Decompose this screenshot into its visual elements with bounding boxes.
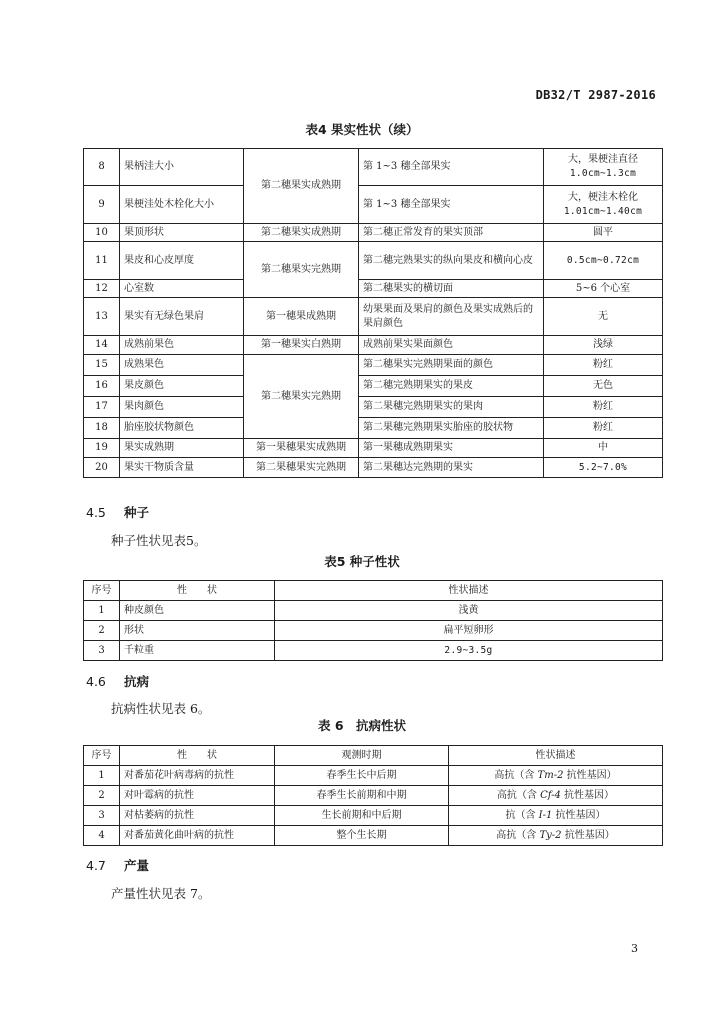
row-number: 10: [84, 224, 120, 242]
desc-text: 高抗（含: [496, 829, 540, 841]
table-row: [84, 826, 663, 846]
part-cell: 第二果穗完熟期果实的果肉: [359, 397, 544, 418]
section-heading-4-7: [86, 856, 149, 874]
section-heading-4-5: [86, 503, 149, 521]
trait-cell: 果肉颜色: [120, 397, 244, 418]
part-cell: 第二穗正常发育的果实顶部: [359, 224, 544, 242]
row-number: 3: [84, 806, 120, 826]
table6-caption: 表 6 抗病性状: [317, 718, 407, 733]
trait-cell: 心室数: [120, 280, 244, 298]
desc-cell: 圆平: [544, 224, 663, 242]
desc-cell: 粉红: [544, 397, 663, 418]
desc-text: 抗性基因）: [560, 789, 615, 801]
table-row: [84, 439, 663, 458]
table-row: [84, 149, 663, 186]
desc-cell: 5.2~7.0%: [544, 458, 663, 478]
row-number: 14: [84, 336, 120, 355]
row-number: 12: [84, 280, 120, 298]
section-number: 4.5: [86, 505, 106, 520]
table-row: [84, 601, 663, 621]
table-row: [84, 418, 663, 439]
desc-cell: 5~6 个心室: [544, 280, 663, 298]
trait-cell: 果实成熟期: [120, 439, 244, 458]
desc-line: 1.0cm~1.3cm: [569, 168, 637, 179]
row-number: 13: [84, 298, 120, 336]
table-row: [84, 280, 663, 298]
stage-cell: 第一果穗果实成熟期: [244, 439, 359, 458]
desc-text: 抗性基因）: [552, 809, 606, 821]
column-header: 性状描述: [449, 746, 663, 766]
desc-cell: 中: [544, 439, 663, 458]
desc-cell: [544, 186, 663, 224]
row-number: 11: [84, 242, 120, 280]
part-cell: 第二果穗达完熟期的果实: [359, 458, 544, 478]
stage-cell: 第二穗果实完熟期: [244, 355, 359, 439]
table4-caption: 表4 果实性状（续）: [305, 122, 419, 137]
desc-cell: [449, 826, 663, 846]
gene-name: Tm-2: [537, 769, 564, 781]
gene-name: Ty-2: [539, 829, 562, 841]
section-title: 种子: [124, 505, 150, 520]
table-row: [84, 224, 663, 242]
desc-cell: 扁平短卵形: [275, 621, 663, 641]
row-number: 15: [84, 355, 120, 376]
trait-cell: 胎座胶状物颜色: [120, 418, 244, 439]
desc-cell: 粉红: [544, 418, 663, 439]
desc-line: 1.01cm~1.40cm: [563, 205, 643, 217]
trait-cell: 果柄洼大小: [120, 149, 244, 186]
section-number: 4.7: [86, 858, 106, 873]
desc-cell: 无色: [544, 376, 663, 397]
period-cell: 整个生长期: [275, 826, 449, 846]
desc-text: 高抗（含: [496, 789, 541, 801]
desc-text: 高抗（含: [494, 769, 538, 781]
table-header-row: [84, 581, 663, 601]
column-header: 性 状: [120, 581, 275, 601]
table-row: [84, 336, 663, 355]
part-cell: 第二穗果实的横切面: [359, 280, 544, 298]
part-cell: 第二果穗完熟期果实胎座的胶状物: [359, 418, 544, 439]
desc-cell: [544, 149, 663, 186]
row-number: 9: [84, 186, 120, 224]
table6: [83, 745, 663, 846]
table-row: [84, 242, 663, 280]
trait-cell: 对番茄花叶病毒病的抗性: [120, 766, 275, 786]
trait-cell: 成熟果色: [120, 355, 244, 376]
trait-cell: 种皮颜色: [120, 601, 275, 621]
table-row: [84, 641, 663, 661]
desc-cell: 浅绿: [544, 336, 663, 355]
desc-text: 抗性基因）: [563, 769, 617, 781]
column-header: 性状描述: [275, 581, 663, 601]
part-cell: 第 1~3 穗全部果实: [359, 149, 544, 186]
trait-cell: 成熟前果色: [120, 336, 244, 355]
table-row: [84, 397, 663, 418]
part-cell: 第 1~3 穗全部果实: [359, 186, 544, 224]
desc-cell: [449, 806, 663, 826]
part-cell: 幼果果面及果肩的颜色及果实成熟后的果肩颜色: [359, 298, 544, 336]
desc-line: 大，梗洼木栓化: [568, 191, 638, 203]
table4: [83, 148, 663, 478]
table-header-row: [84, 746, 663, 766]
desc-cell: 2.9~3.5g: [275, 641, 663, 661]
trait-cell: 对枯萎病的抗性: [120, 806, 275, 826]
row-number: 1: [84, 601, 120, 621]
desc-cell: [449, 766, 663, 786]
table-row: [84, 458, 663, 478]
column-header: 序号: [84, 746, 120, 766]
row-number: 8: [84, 149, 120, 186]
period-cell: 生长前期和中后期: [275, 806, 449, 826]
period-cell: 春季生长中后期: [275, 766, 449, 786]
section-title: 产量: [124, 858, 150, 873]
section-paragraph: 产量性状见表 7。: [111, 886, 211, 901]
trait-cell: 果实有无绿色果肩: [120, 298, 244, 336]
part-cell: 成熟前果实果面颜色: [359, 336, 544, 355]
row-number: 18: [84, 418, 120, 439]
row-number: 2: [84, 786, 120, 806]
stage-cell: 第一穗果成熟期: [244, 298, 359, 336]
table-row: [84, 376, 663, 397]
period-cell: 春季生长前期和中期: [275, 786, 449, 806]
trait-cell: 果皮和心皮厚度: [120, 242, 244, 280]
desc-cell: 0.5cm~0.72cm: [544, 242, 663, 280]
desc-cell: [449, 786, 663, 806]
part-cell: 第一果穗成熟期果实: [359, 439, 544, 458]
stage-cell: 第二穗果实成熟期: [244, 149, 359, 224]
row-number: 20: [84, 458, 120, 478]
row-number: 4: [84, 826, 120, 846]
trait-cell: 果实干物质含量: [120, 458, 244, 478]
stage-cell: 第二穗果实成熟期: [244, 224, 359, 242]
row-number: 17: [84, 397, 120, 418]
column-header: 序号: [84, 581, 120, 601]
trait-cell: 对番茄黄化曲叶病的抗性: [120, 826, 275, 846]
column-header: 观测时期: [275, 746, 449, 766]
row-number: 2: [84, 621, 120, 641]
part-cell: 第二穗果实完熟期果面的颜色: [359, 355, 544, 376]
gene-name: Cf-4: [540, 789, 561, 801]
trait-cell: 对叶霉病的抗性: [120, 786, 275, 806]
desc-cell: 无: [544, 298, 663, 336]
part-cell: 第二穗完熟期果实的果皮: [359, 376, 544, 397]
stage-cell: 第一穗果实白熟期: [244, 336, 359, 355]
stage-cell: 第二果穗果实完熟期: [244, 458, 359, 478]
column-header: 性 状: [120, 746, 275, 766]
part-cell: 第二穗完熟果实的纵向果皮和横向心皮: [359, 242, 544, 280]
desc-cell: 浅黄: [275, 601, 663, 621]
section-number: 4.6: [86, 674, 106, 689]
table-row: [84, 786, 663, 806]
section-paragraph: 种子性状见表5。: [111, 533, 207, 548]
section-heading-4-6: [86, 672, 149, 690]
page-number: 3: [631, 942, 638, 955]
stage-cell: 第二穗果实完熟期: [244, 242, 359, 298]
desc-text: 抗（含: [505, 809, 539, 821]
row-number: 1: [84, 766, 120, 786]
desc-line: 大，果梗洼直径: [568, 154, 638, 165]
table-row: [84, 355, 663, 376]
row-number: 16: [84, 376, 120, 397]
section-title: 抗病: [124, 674, 150, 689]
table-row: [84, 766, 663, 786]
table-row: [84, 806, 663, 826]
trait-cell: 果梗洼处木栓化大小: [120, 186, 244, 224]
table5: [83, 580, 663, 661]
desc-text: 抗性基因）: [561, 829, 615, 841]
row-number: 19: [84, 439, 120, 458]
row-number: 3: [84, 641, 120, 661]
trait-cell: 果皮颜色: [120, 376, 244, 397]
standard-number: DB32/T 2987-2016: [535, 88, 656, 102]
desc-cell: 粉红: [544, 355, 663, 376]
section-paragraph: 抗病性状见表 6。: [111, 701, 211, 716]
table-row: [84, 186, 663, 224]
trait-cell: 形状: [120, 621, 275, 641]
table-row: [84, 298, 663, 336]
table5-caption: 表5 种子性状: [324, 554, 400, 569]
table-row: [84, 621, 663, 641]
trait-cell: 千粒重: [120, 641, 275, 661]
gene-name: I-1: [538, 809, 553, 821]
trait-cell: 果顶形状: [120, 224, 244, 242]
